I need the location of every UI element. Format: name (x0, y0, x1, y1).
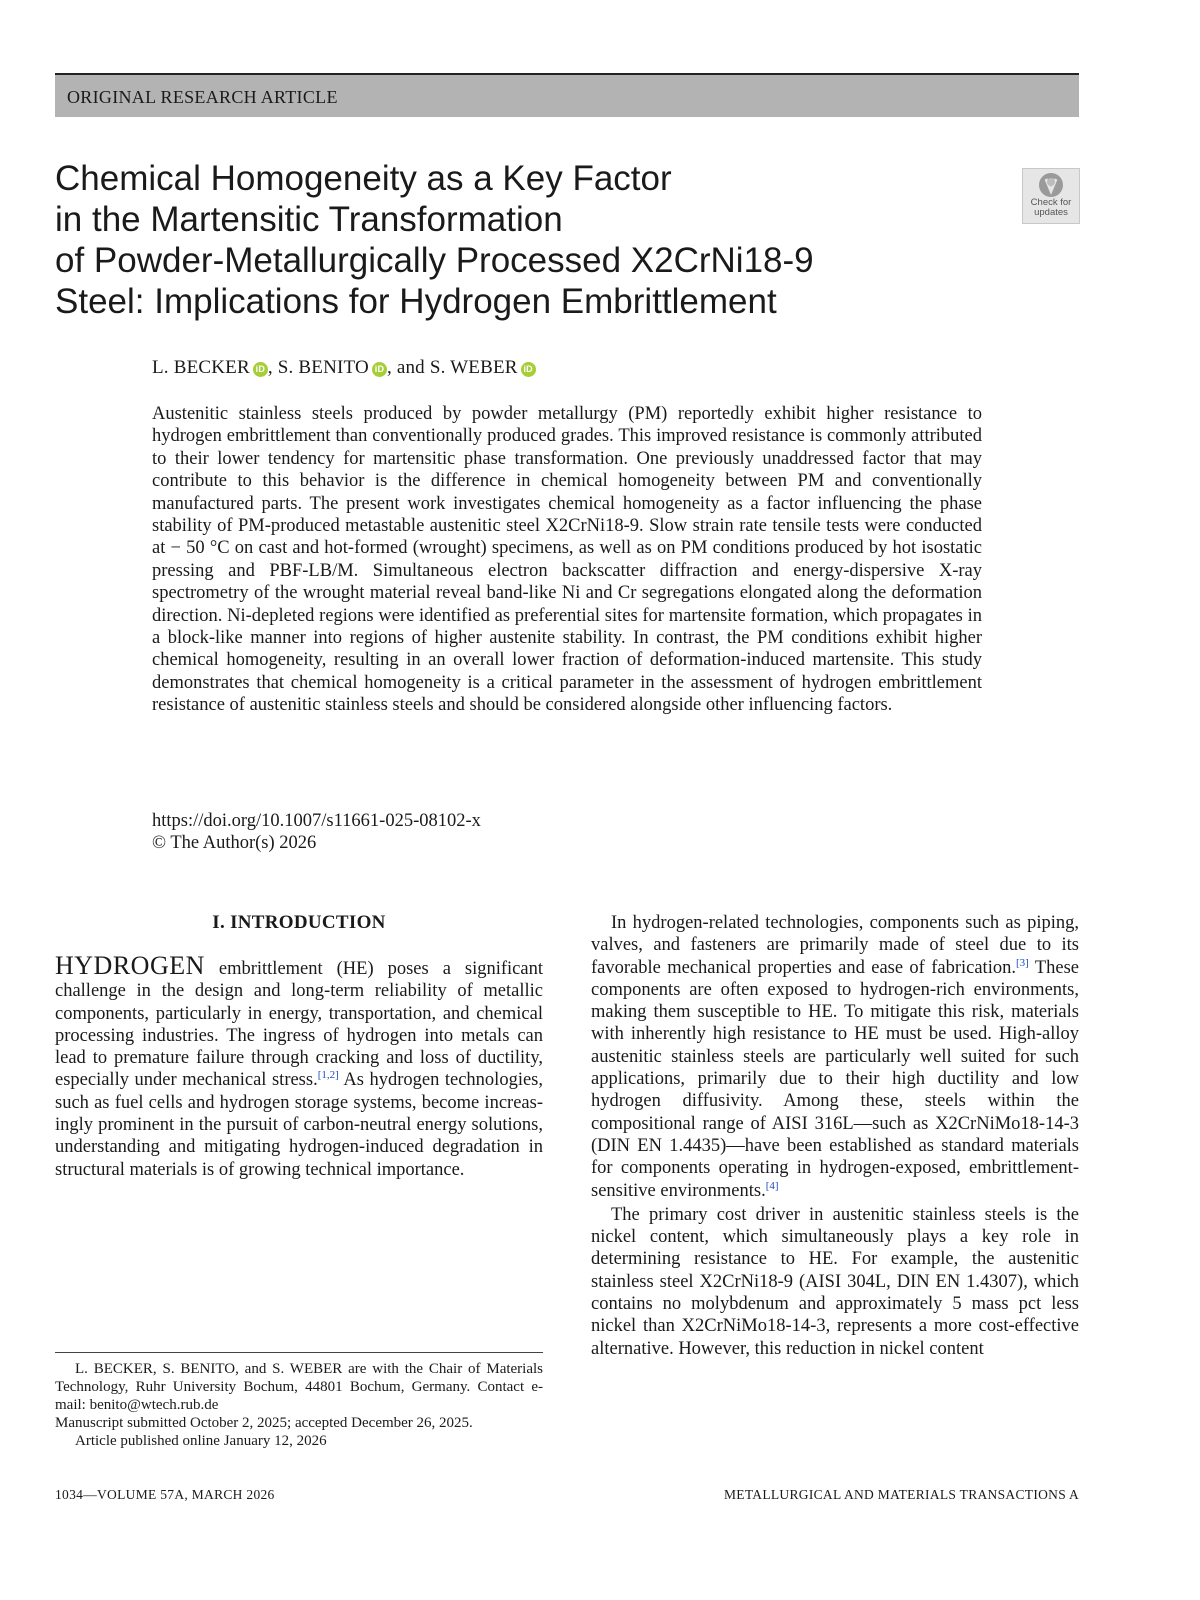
copyright-notice: © The Author(s) 2026 (152, 833, 317, 853)
author-list (152, 357, 536, 379)
title-line: Steel: Implications for Hydrogen Embrittlement (55, 282, 777, 321)
author-name[interactable]: S. WEBER (429, 357, 518, 378)
footnote-divider (55, 1352, 543, 1353)
title-line: Chemical Homogeneity as a Key Factor (55, 159, 672, 198)
dropcap-word: HYDROGEN (55, 951, 205, 980)
intro-paragraph (55, 951, 543, 1181)
left-column (55, 951, 543, 1181)
intro-paragraph: The primary cost driver in austenitic stainless steels is the nickel content, which simultaneously plays a key role in determining resistance to HE. For example, the austenitic stainless steel X2CrNi18-9 (AISI 304L, DIN EN 1.4307), which contains no molybdenum and approximately 5 mass pct less nickel than X2CrNiMo18-14-3, represents a more cost-effective alternative. However, this reduction in nickel content (591, 1204, 1079, 1359)
citation-link[interactable]: [3] (1015, 956, 1029, 969)
author-name[interactable]: L. BECKER (152, 357, 250, 378)
intro-text: In hydrogen-related technologies, components such as piping, valves, and fasteners are primarily made of steel due to its favorable mechanical properties and ease of fabrication. (591, 913, 1079, 978)
publication-note: Article published online January 12, 2026 (75, 1433, 327, 1449)
affiliation-note: L. BECKER, S. BENITO, and S. WEBER are with the Chair of Materials Technology, Ruhr University Bochum, 44801 Bochum, Germany. Contact e-mail: benito@wtech.rub.de (55, 1361, 543, 1413)
check-updates-line1: Check for (1030, 197, 1072, 208)
article-type-label: ORIGINAL RESEARCH ARTICLE (67, 87, 338, 107)
page-footer-volume: 1034—VOLUME 57A, MARCH 2026 (55, 1487, 275, 1502)
intro-text: As hydrogen technologies, such as fuel cells and hydrogen storage systems, become increasingly prominent in the pursuit of carbon-neutral energy solutions, understanding and mitigating hydrogen-induced degradation in structural materials is of growing technical importance. (55, 1070, 543, 1180)
check-updates-line2: updates (1034, 207, 1068, 218)
intro-text: embrittlement (HE) poses a significant challenge in the design and long-term reliability of metallic components, particularly in energy, transportation, and chemical processing industries. The ingress of hydrogen into metals can lead to premature failure through cracking and loss of ductility, especially under mechanical stress. (55, 959, 543, 1091)
citation-link[interactable]: [4] (765, 1179, 779, 1192)
citation-link[interactable]: [1,2] (317, 1069, 339, 1082)
check-updates-icon (1038, 172, 1064, 198)
doi-link[interactable]: https://doi.org/10.1007/s11661-025-08102-x (152, 811, 481, 831)
orcid-icon[interactable]: iD (521, 362, 536, 377)
title-line: of Powder-Metallurgically Processed X2CrNi18-9 (55, 241, 814, 280)
intro-paragraph (591, 912, 1079, 1202)
author-name[interactable]: S. BENITO (277, 357, 369, 378)
orcid-icon[interactable]: iD (372, 362, 387, 377)
author-separator: , (267, 357, 278, 378)
right-column (591, 912, 1079, 1360)
section-heading-introduction: I. INTRODUCTION (212, 912, 386, 933)
article-title (55, 158, 935, 322)
orcid-icon[interactable]: iD (253, 362, 268, 377)
abstract: Austenitic stainless steels produced by powder metallurgy (PM) reportedly exhibit higher resistance to hydrogen embrittlement than conventionally produced grades. This improved resistance is commonly attributed to their lower tendency for martensitic phase transformation. One previously unaddressed factor that may contribute to this behavior is the difference in chemical homogeneity between PM and conventionally manufactured parts. The present work investigates chemical homogeneity as a factor influencing the phase stability of PM-produced metastable austenitic steel X2CrNi18-9. Slow strain rate tensile tests were conducted at − 50 °C on cast and hot-formed (wrought) specimens, as well as on PM conditions produced by hot isostatic pressing and PBF-LB/M. Simultaneous electron backscatter diffraction and energy-dispersive X-ray spectrometry of the wrought material reveal band-like Ni and Cr segregations elongated along the deformation direction. Ni-depleted regions were identified as preferential sites for martensite formation, which propagates in a block-like manner into regions of higher austenite stability. In contrast, the PM conditions exhibit higher chemical homogeneity, resulting in an overall lower fraction of deformation-induced martensite. This study demonstrates that chemical homogeneity is a critical parameter in the assessment of hydrogen embrittlement resistance of austenitic stainless steels and should be considered alongside other influencing factors. (152, 404, 982, 716)
intro-text: These components are often exposed to hydrogen-rich environments, making them susceptible to HE. To mitigate this risk, materials with inherently high resistance to HE must be used. High-alloy austenitic stainless steels are particularly well suited for such applications, primarily due to their high ductility and low hydrogen diffusivity. Among these, steels within the compositional range of AISI 316L—such as X2CrNiMo18-14-3 (DIN EN 1.4435)—have been established as standard materials for components operating in hydrogen-exposed, embrittlement-sensitive environments. (591, 957, 1080, 1201)
title-line: in the Martensitic Transformation (55, 200, 563, 239)
article-type-bar (55, 73, 1079, 117)
submission-note: Manuscript submitted October 2, 2025; accepted December 26, 2025. (55, 1415, 473, 1431)
author-separator: , and (386, 357, 430, 378)
check-for-updates-button[interactable] (1022, 168, 1080, 224)
author-footnote (55, 1360, 543, 1450)
page-footer-journal: METALLURGICAL AND MATERIALS TRANSACTIONS A (723, 1487, 1079, 1502)
